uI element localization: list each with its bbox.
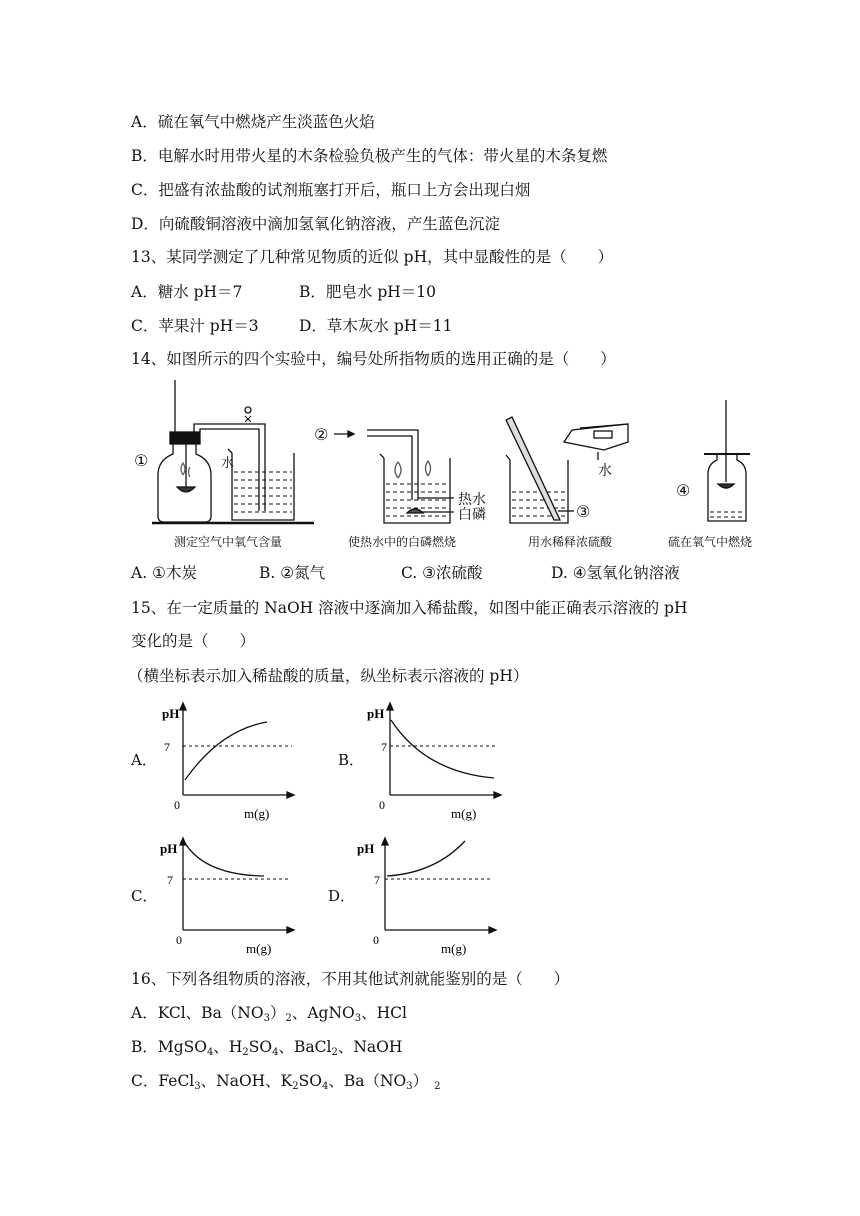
q12-option-c: C．把盛有浓盐酸的试剂瓶塞打开后，瓶口上方会出现白烟 xyxy=(131,181,531,199)
q13-options-row1 xyxy=(131,282,436,302)
q13-options-row2 xyxy=(131,316,453,336)
caption-dilute-acid: 用水稀释浓硫酸 xyxy=(528,535,613,549)
graph-c-ylabel: pH xyxy=(160,841,178,856)
q12-option-a: A．硫在氧气中燃烧产生淡蓝色火焰 xyxy=(131,113,375,131)
graph-d-letter: D． xyxy=(328,887,356,905)
q14-option-a: A. ①木炭 xyxy=(131,564,197,582)
graph-a-xlabel: m(g) xyxy=(244,806,270,821)
graph-c-ref: 7 xyxy=(167,873,173,887)
graph-d-ref: 7 xyxy=(374,873,380,887)
q15-stem-line1: 15、在一定质量的 NaOH 溶液中逐滴加入稀盐酸，如图中能正确表示溶液的 pH xyxy=(131,599,688,617)
graph-b-origin: 0 xyxy=(379,798,385,812)
graph-d-xlabel: m(g) xyxy=(441,941,467,956)
q13-option-a: A．糖水 pH＝7 xyxy=(131,283,243,301)
fig-label-2: ② xyxy=(314,425,329,444)
q12-option-b: B．电解水时用带火星的木条检验负极产生的气体：带火星的木条复燃 xyxy=(131,147,608,165)
fig-label-white-phosphorus: 白磷 xyxy=(458,507,486,523)
graph-a-ref: 7 xyxy=(164,740,170,754)
fig-label-hot-water: 热水 xyxy=(458,492,486,508)
fig-label-water-3: 水 xyxy=(598,463,612,479)
caption-white-phosphorus: 使热水中的白磷燃烧 xyxy=(348,535,457,549)
q13-stem: 13、某同学测定了几种常见物质的近似 pH，其中显酸性的是（ ） xyxy=(131,248,614,266)
q13-option-c: C．苹果汁 pH＝3 xyxy=(131,317,259,335)
graph-d-ylabel: pH xyxy=(357,841,375,856)
graph-a-ylabel: pH xyxy=(162,706,180,721)
q16-option-b: B．MgSO$_4$、$H_2SO_4$、BaCl$_2$、NaOH xyxy=(131,1038,403,1058)
q16-stem: 16、下列各组物质的溶液，不用其他试剂就能鉴别的是（ ） xyxy=(131,970,570,988)
fig-label-4: ④ xyxy=(676,481,691,500)
graph-c-origin: 0 xyxy=(176,933,182,947)
graph-b xyxy=(355,700,515,825)
graph-b-letter: B． xyxy=(338,751,365,769)
caption-air-oxygen: 测定空气中氧气含量 xyxy=(174,535,283,549)
q13-option-d: D．草木灰水 pH＝11 xyxy=(299,317,453,335)
graph-c-xlabel: m(g) xyxy=(246,941,272,956)
graph-a-letter: A． xyxy=(131,751,157,769)
graph-b-ref: 7 xyxy=(381,740,387,754)
graph-c xyxy=(150,835,310,960)
graph-a xyxy=(150,700,310,825)
graph-a-origin: 0 xyxy=(174,798,180,812)
q12-option-d: D．向硫酸铜溶液中滴加氢氧化钠溶液，产生蓝色沉淀 xyxy=(131,215,500,233)
q14-experiment-figure xyxy=(128,380,768,555)
graph-b-xlabel: m(g) xyxy=(451,806,477,821)
caption-sulfur-burn: 硫在氧气中燃烧 xyxy=(668,535,753,549)
q16-option-a: A．KCl、$Ba(NO_3)_2$、AgNO$_3$、HCl xyxy=(131,1004,407,1024)
fig-label-1: ① xyxy=(134,451,149,470)
q14-option-d: D. ④氢氧化钠溶液 xyxy=(551,564,680,582)
fig-label-water-1: 水 xyxy=(221,456,235,471)
q15-note: （横坐标表示加入稀盐酸的质量，纵坐标表示溶液的 pH） xyxy=(128,667,529,685)
graph-c-letter: C． xyxy=(131,887,158,905)
q16-option-c: C．FeCl$_3$、NaOH、$K_2SO_4$、$Ba(NO_3)$ $_2$ xyxy=(131,1072,441,1092)
graph-d xyxy=(345,835,505,960)
q14-option-b: B. ②氮气 xyxy=(259,564,326,582)
graph-d-origin: 0 xyxy=(373,933,379,947)
fig-label-3: ③ xyxy=(576,502,591,521)
q14-stem: 14、如图所示的四个实验中，编号处所指物质的选用正确的是（ ） xyxy=(131,350,616,368)
graph-b-ylabel: pH xyxy=(367,706,385,721)
q14-options xyxy=(131,563,680,583)
q13-option-b: B．肥皂水 pH＝10 xyxy=(299,283,436,301)
q14-option-c: C. ③浓硫酸 xyxy=(401,564,483,582)
q15-stem-line2: 变化的是（ ） xyxy=(131,632,256,650)
